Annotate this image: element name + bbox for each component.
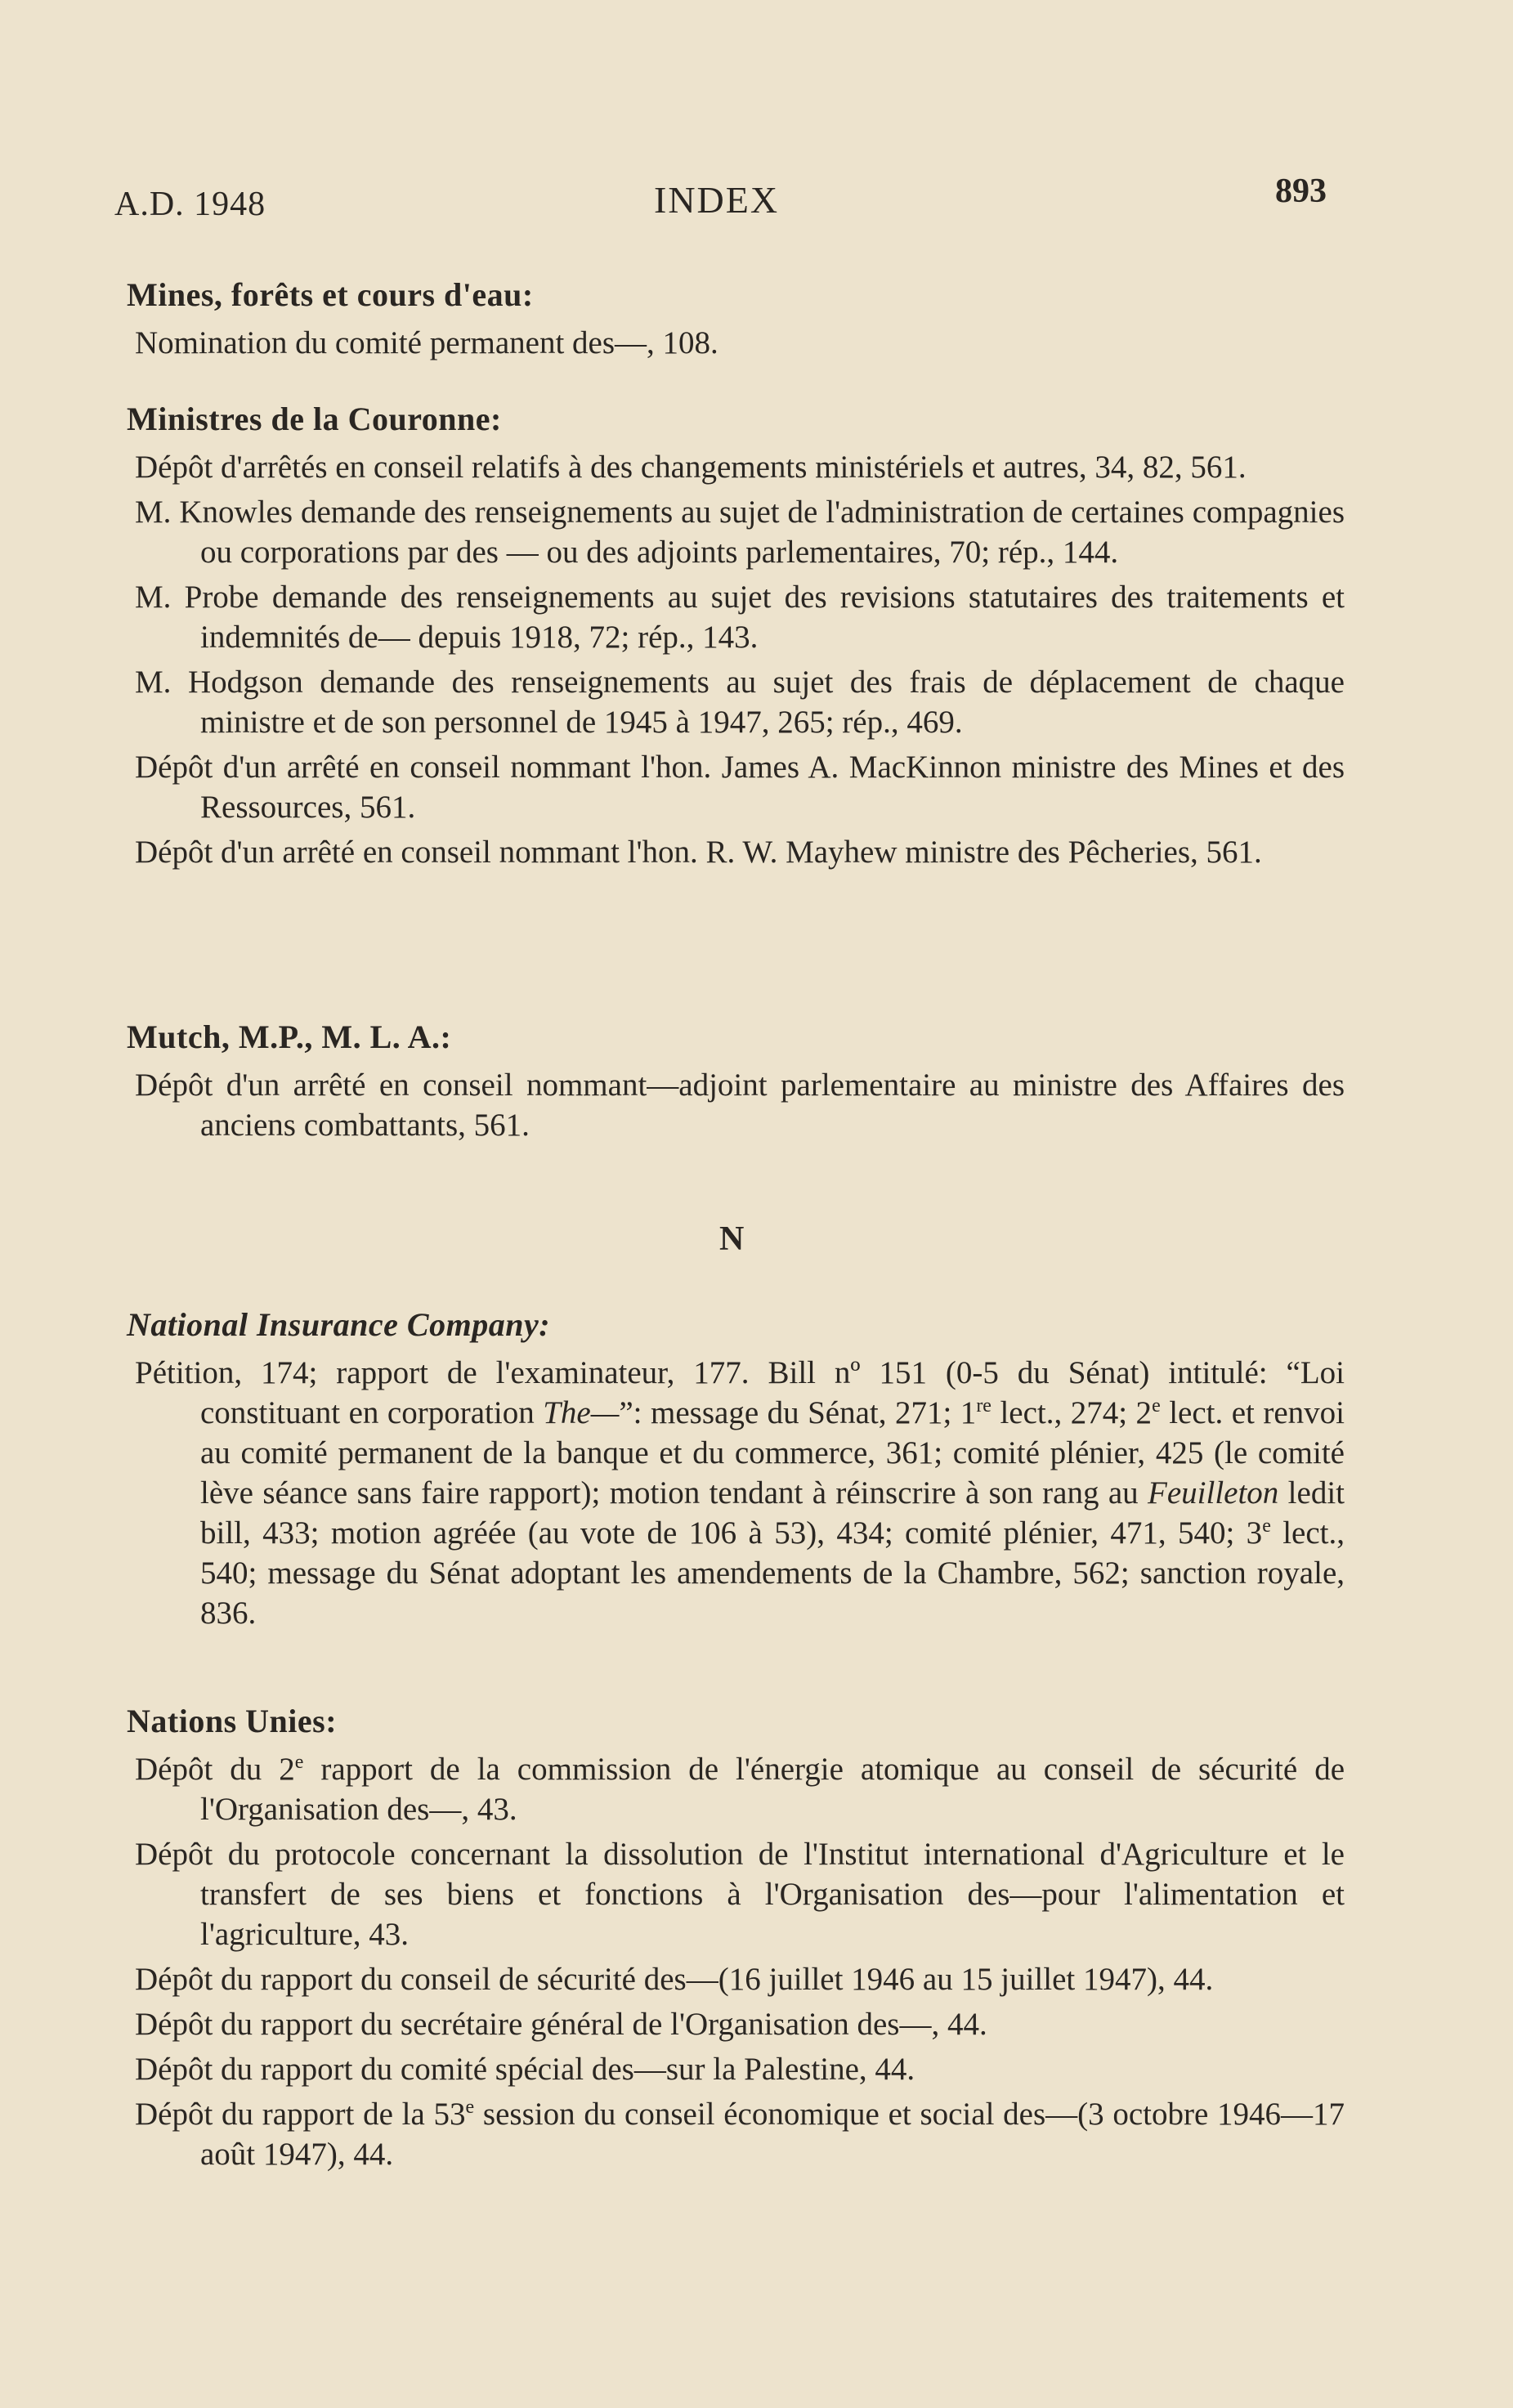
entry-subitem: Dépôt du rapport du conseil de sécurité des—(16 juillet 1946 au 15 juillet 1947), 44. — [135, 1962, 1214, 1997]
entry-heading: Nations Unies: — [127, 1703, 338, 1739]
entry-subitem: Dépôt d'un arrêté en conseil nommant l'hon. James A. MacKinnon ministre des Mines et des Ressources, 561. — [135, 750, 1345, 825]
text-run: ledit bill, 433; motion agréée (au vote de 106 à 53), 434; comité plénier, 471, 540; 3 — [200, 1475, 1345, 1551]
index-entry-mutch — [127, 1016, 1345, 1150]
superscript: re — [976, 1395, 992, 1417]
superscript: e — [1152, 1395, 1161, 1417]
index-entry-nations-unies — [127, 1700, 1345, 2179]
text-run: rapport de la commission de l'énergie atomique au conseil de sécurité de l'Organisation des—, 43. — [200, 1752, 1345, 1827]
entry-subitem: Dépôt d'un arrêté en conseil nommant—adjoint parlementaire au ministre des Affaires des anciens combattants, 561. — [135, 1067, 1345, 1143]
superscript: e — [465, 2097, 475, 2118]
text-run: lect. et renvoi au comité permanent de la banque et du commerce, 361; comité plénier, 425 (le comité lève séance sans faire rapport); motion tendant à réinscrire à son rang au — [200, 1395, 1345, 1511]
text-run: lect., 274; 2 — [991, 1395, 1153, 1430]
entry-subitem: Dépôt du protocole concernant la dissolution de l'Institut international d'Agriculture et le transfert de ses biens et fonctions à l'Organisation des—pour l'alimentation et l'agriculture, 43. — [135, 1837, 1345, 1952]
index-entry-mines — [127, 274, 1345, 368]
italic-run: The— — [543, 1395, 620, 1430]
entry-subitem: Dépôt d'arrêtés en conseil relatifs à des changements ministériels et autres, 34, 82, 561. — [135, 450, 1247, 485]
index-entry-national-insurance — [127, 1304, 1345, 1638]
text-run: Dépôt du 2 — [135, 1752, 295, 1787]
section-letter: N — [719, 1220, 745, 1258]
entry-heading: National Insurance Company: — [127, 1306, 551, 1343]
index-entry-ministres — [127, 398, 1345, 877]
entry-subitem — [127, 1749, 1345, 1829]
entry-subitem: Dépôt du rapport du comité spécial des—sur la Palestine, 44. — [135, 2052, 915, 2087]
entry-heading: Ministres de la Couronne: — [127, 401, 502, 437]
text-run: ”: message du Sénat, 271; 1 — [619, 1395, 977, 1430]
text-run: lect., 540; message du Sénat adoptant les amendements de la Chambre, 562; sanction royale, 836. — [200, 1515, 1345, 1631]
italic-run: Feuilleton — [1148, 1475, 1279, 1511]
text-run: Pétition, 174; rapport de l'examinateur, 177. Bill nº 151 (0-5 du Sénat) intitulé: “Loi constituant en corporation — [135, 1355, 1345, 1430]
entry-subitem — [127, 1353, 1345, 1633]
page-number: 893 — [1275, 172, 1327, 210]
entry-subitem: Dépôt d'un arrêté en conseil nommant l'hon. R. W. Mayhew ministre des Pêcheries, 561. — [135, 835, 1262, 870]
entry-subitem: M. Knowles demande des renseignements au sujet de l'administration de certaines compagnies ou corporations par des — ou des adjoints parlementaires, 70; rép., 144. — [135, 495, 1345, 570]
text-run: session du conseil économique et social des—(3 octobre 1946—17 août 1947), 44. — [200, 2097, 1345, 2172]
entry-subitem — [127, 2094, 1345, 2174]
superscript: e — [294, 1752, 304, 1773]
superscript: e — [1262, 1515, 1271, 1537]
entry-heading: Mutch, M.P., M. L. A.: — [127, 1018, 452, 1055]
entry-subitem: Dépôt du rapport du secrétaire général de l'Organisation des—, 44. — [135, 2007, 987, 2042]
header-title: INDEX — [654, 179, 780, 221]
text-run: Dépôt du rapport de la 53 — [135, 2097, 466, 2132]
running-head — [114, 172, 1327, 227]
header-year: A.D. 1948 — [114, 186, 266, 223]
entry-subitem: M. Probe demande des renseignements au sujet des revisions statutaires des traitements et indemnités de— depuis 1918, 72; rép., 143. — [135, 580, 1345, 655]
entry-heading: Mines, forêts et cours d'eau: — [127, 276, 534, 313]
entry-subitem: Nomination du comité permanent des—, 108. — [135, 325, 718, 360]
entry-subitem: M. Hodgson demande des renseignements au sujet des frais de déplacement de chaque ministre et de son personnel de 1945 à 1947, 265; rép., 469. — [135, 665, 1345, 740]
